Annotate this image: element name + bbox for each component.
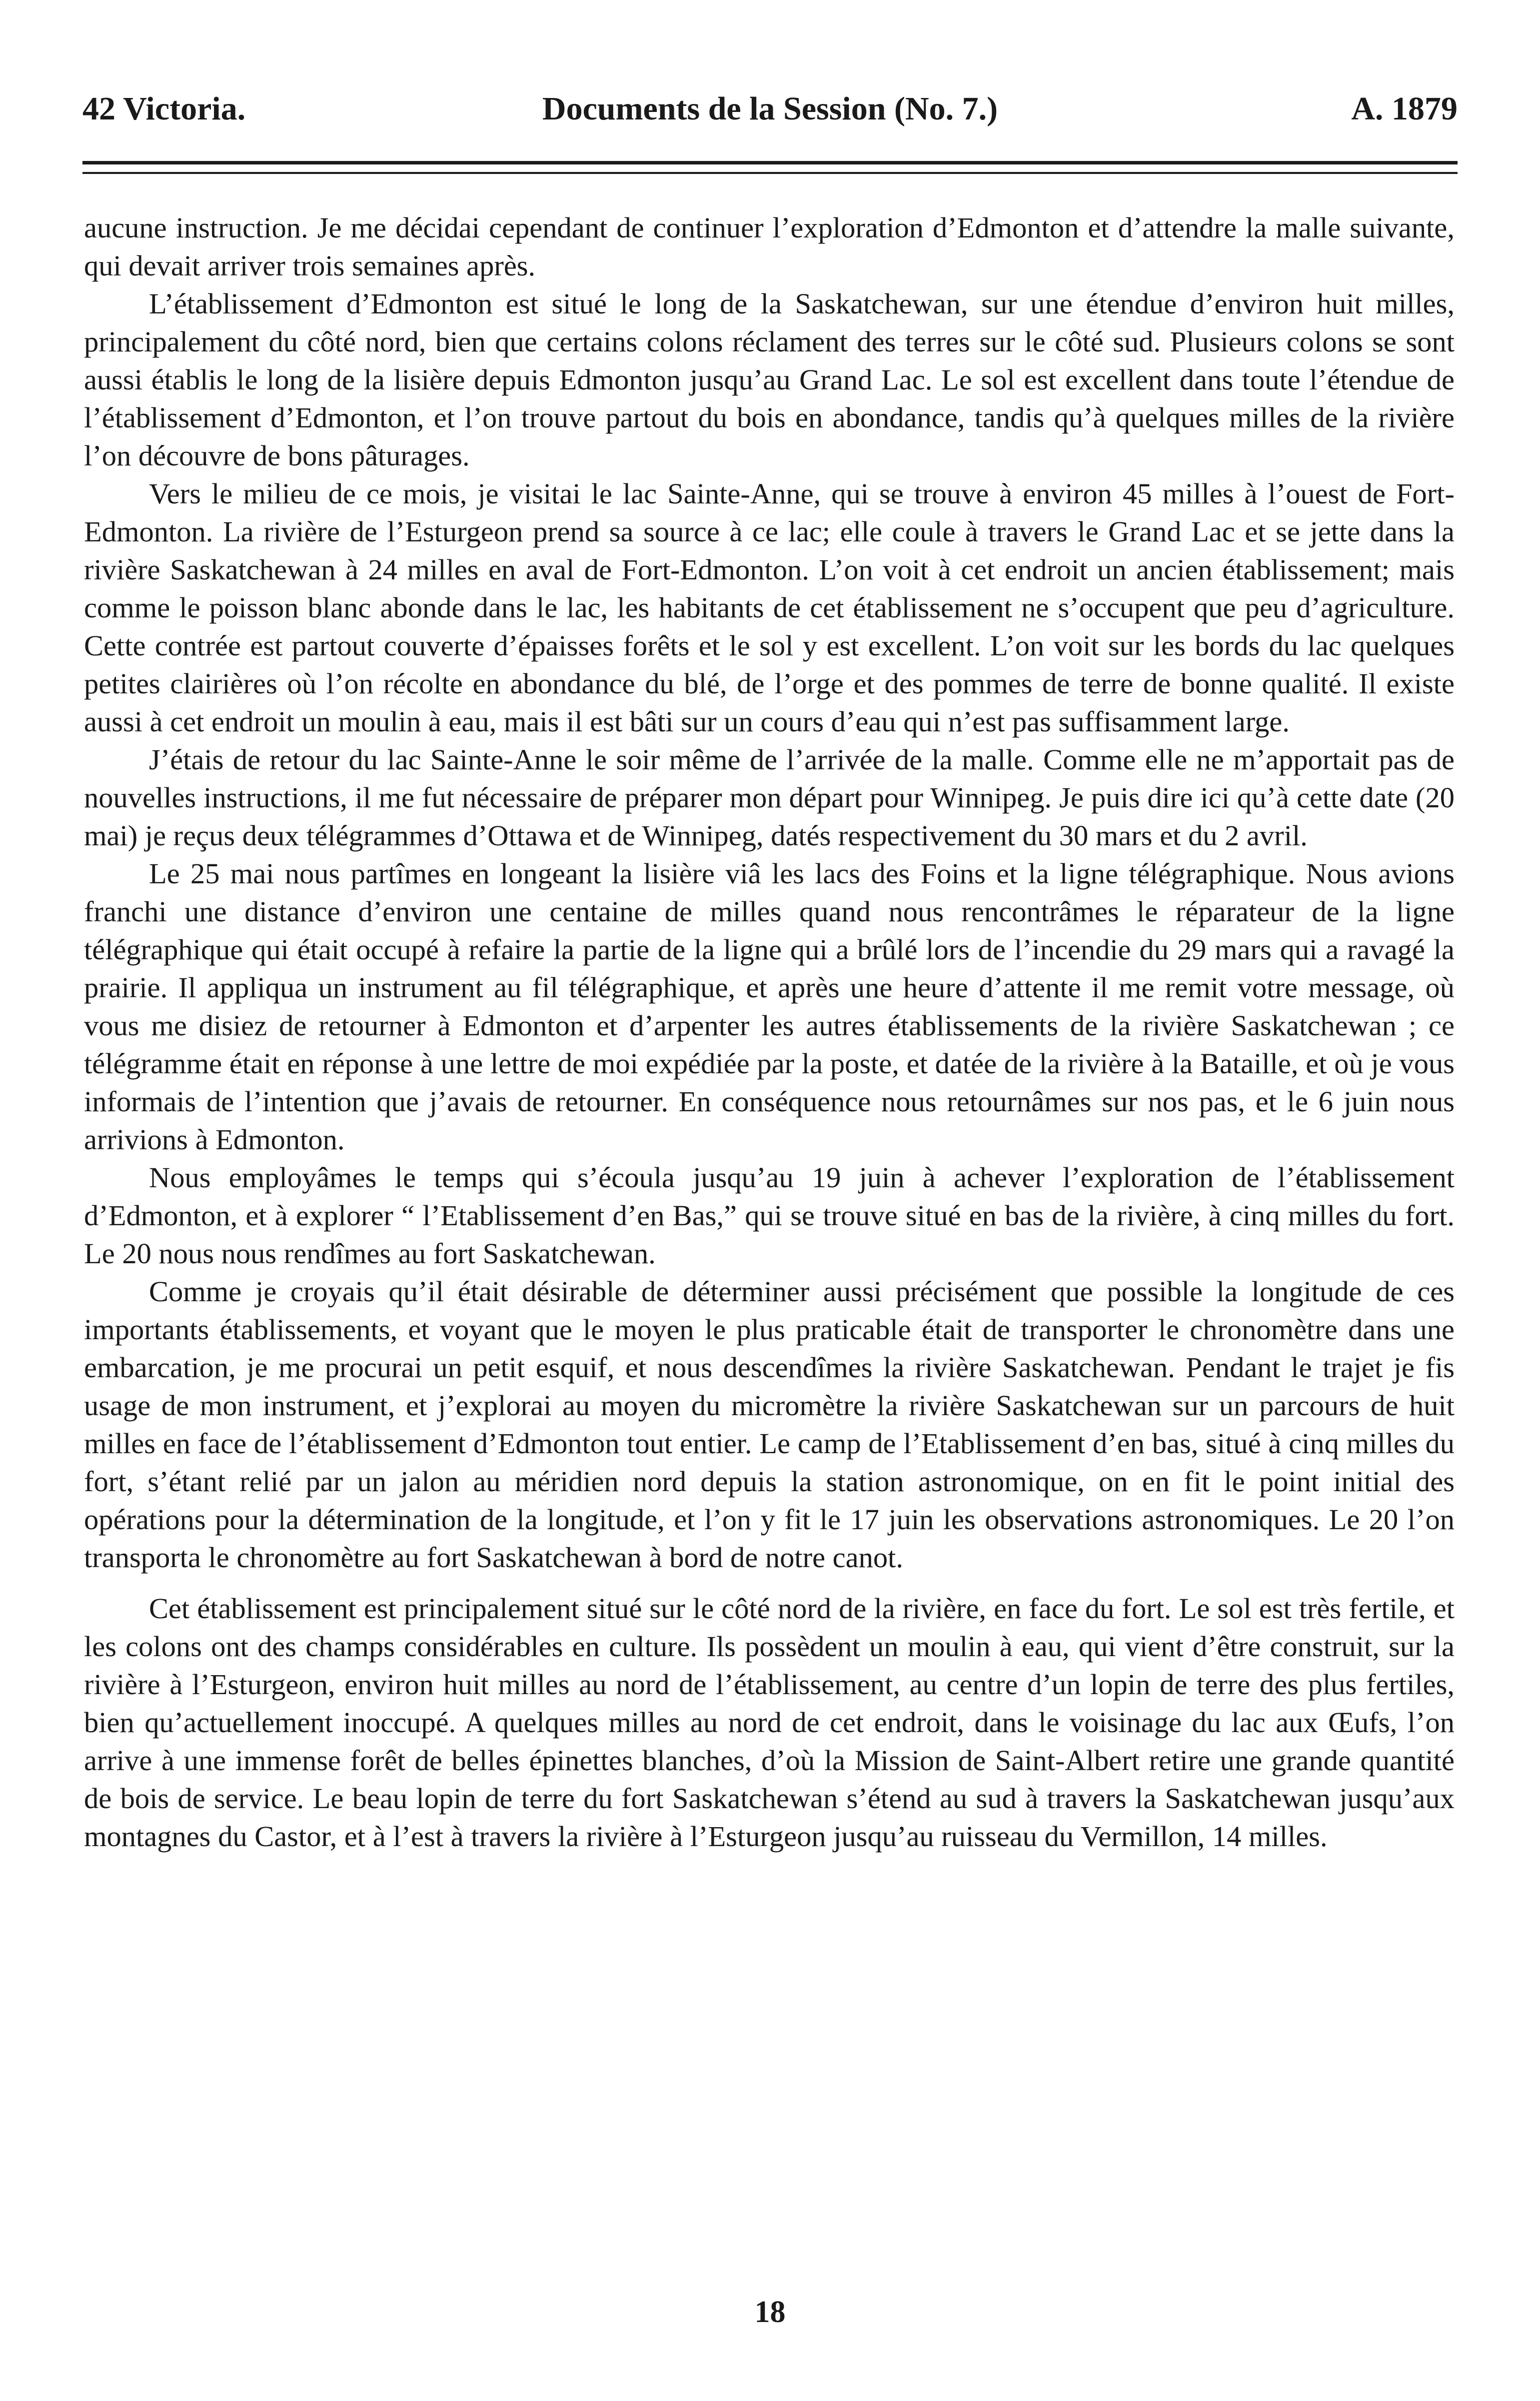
page-number: 18 bbox=[754, 2295, 786, 2329]
header-volume: 42 Victoria. bbox=[82, 90, 246, 127]
paragraph: Nous employâmes le temps qui s’écoula jusqu’au 19 juin à achever l’exploration de l’établissement d’Edmonton, et à explorer “ l’Etablissement d’en Bas,” qui se trouve situé en bas de la rivière, à cinq milles du fort. Le 20 nous nous rendîmes au fort Saskatchewan. bbox=[84, 1161, 1455, 1270]
header-rule-thin bbox=[82, 172, 1458, 174]
running-header bbox=[82, 90, 1458, 145]
page-body bbox=[84, 209, 1455, 1856]
header-title: Documents de la Session (No. 7.) bbox=[542, 90, 998, 127]
header-rule-thick bbox=[82, 161, 1458, 164]
paragraph: Cet établissement est principalement situé sur le côté nord de la rivière, en face du fort. Le sol est très fertile, et les colons ont des champs considérables en culture. Ils possèdent un moulin à eau, qui vient d’être construit, sur la rivière à l’Esturgeon, environ huit milles au nord de l’établissement, au centre d’un lopin de terre des plus fertiles, bien qu’actuellement inoccupé. A quelques milles au nord de cet endroit, dans le voisinage du lac aux Œufs, l’on arrive à une immense forêt de belles épinettes blanches, d’où la Mission de Saint-Albert retire une grande quantité de bois de service. Le beau lopin de terre du fort Saskatchewan s’étend au sud à travers la Saskatchewan jusqu’aux montagnes du Castor, et à l’est à travers la rivière à l’Esturgeon jusqu’au ruisseau du Vermillon, 14 milles. bbox=[84, 1592, 1455, 1853]
paragraph-continued: aucune instruction. Je me décidai cependant de continuer l’exploration d’Edmonton et d’attendre la malle suivante, qui devait arriver trois semaines après. bbox=[84, 211, 1455, 282]
paragraph: L’établissement d’Edmonton est situé le long de la Saskatchewan, sur une étendue d’environ huit milles, principalement du côté nord, bien que certains colons réclament des terres sur le côté sud. Plusieurs colons se sont aussi établis le long de la lisière depuis Edmonton jusqu’au Grand Lac. Le sol est excellent dans toute l’étendue de l’établissement d’Edmonton, et l’on trouve partout du bois en abondance, tandis qu’à quelques milles de la rivière l’on découvre de bons pâturages. bbox=[84, 287, 1455, 472]
header-year: A. 1879 bbox=[1351, 90, 1458, 127]
paragraph: J’étais de retour du lac Sainte-Anne le soir même de l’arrivée de la malle. Comme elle ne m’apportait pas de nouvelles instructions, il me fut nécessaire de préparer mon départ pour Winnipeg. Je puis dire ici qu’à cette date (20 mai) je reçus deux télégrammes d’Ottawa et de Winnipeg, datés respectivement du 30 mars et du 2 avril. bbox=[84, 743, 1455, 852]
paragraph: Vers le milieu de ce mois, je visitai le lac Sainte-Anne, qui se trouve à environ 45 milles à l’ouest de Fort-Edmonton. La rivière de l’Esturgeon prend sa source à ce lac; elle coule à travers le Grand Lac et se jette dans la rivière Saskatchewan à 24 milles en aval de Fort-Edmonton. L’on voit à cet endroit un ancien établissement; mais comme le poisson blanc abonde dans le lac, les habitants de cet établissement ne s’occupent que peu d’agriculture. Cette contrée est partout couverte d’épaisses forêts et le sol y est excellent. L’on voit sur les bords du lac quelques petites clairières où l’on récolte en abondance du blé, de l’orge et des pommes de terre de bonne qualité. Il existe aussi à cet endroit un moulin à eau, mais il est bâti sur un cours d’eau qui n’est pas suffisamment large. bbox=[84, 477, 1455, 738]
paragraph: Comme je croyais qu’il était désirable de déterminer aussi précisément que possible la longitude de ces importants établissements, et voyant que le moyen le plus praticable était de transporter le chronomètre dans une embarcation, je me procurai un petit esquif, et nous descendîmes la rivière Saskatchewan. Pendant le trajet je fis usage de mon instrument, et j’explorai au moyen du micromètre la rivière Saskatchewan sur un parcours de huit milles en face de l’établissement d’Edmonton tout entier. Le camp de l’Etablissement d’en bas, situé à cinq milles du fort, s’étant relié par un jalon au méridien nord depuis la station astronomique, on en fit le point initial des opérations pour la détermination de la longitude, et l’on y fit le 17 juin les observations astronomiques. Le 20 l’on transporta le chronomètre au fort Saskatchewan à bord de notre canot. bbox=[84, 1275, 1455, 1574]
paragraph: Le 25 mai nous partîmes en longeant la lisière viâ les lacs des Foins et la ligne télégraphique. Nous avions franchi une distance d’environ une centaine de milles quand nous rencontrâmes le réparateur de la ligne télégraphique qui était occupé à refaire la partie de la ligne qui a brûlé lors de l’incendie du 29 mars qui a ravagé la prairie. Il appliqua un instrument au fil télégraphique, et après une heure d’attente il me remit votre message, où vous me disiez de retourner à Edmonton et d’arpenter les autres établissements de la rivière Saskatchewan ; ce télégramme était en réponse à une lettre de moi expédiée par la poste, et datée de la rivière à la Bataille, et où je vous informais de l’intention que j’avais de retourner. En conséquence nous retournâmes sur nos pas, et le 6 juin nous arrivions à Edmonton. bbox=[84, 857, 1455, 1156]
